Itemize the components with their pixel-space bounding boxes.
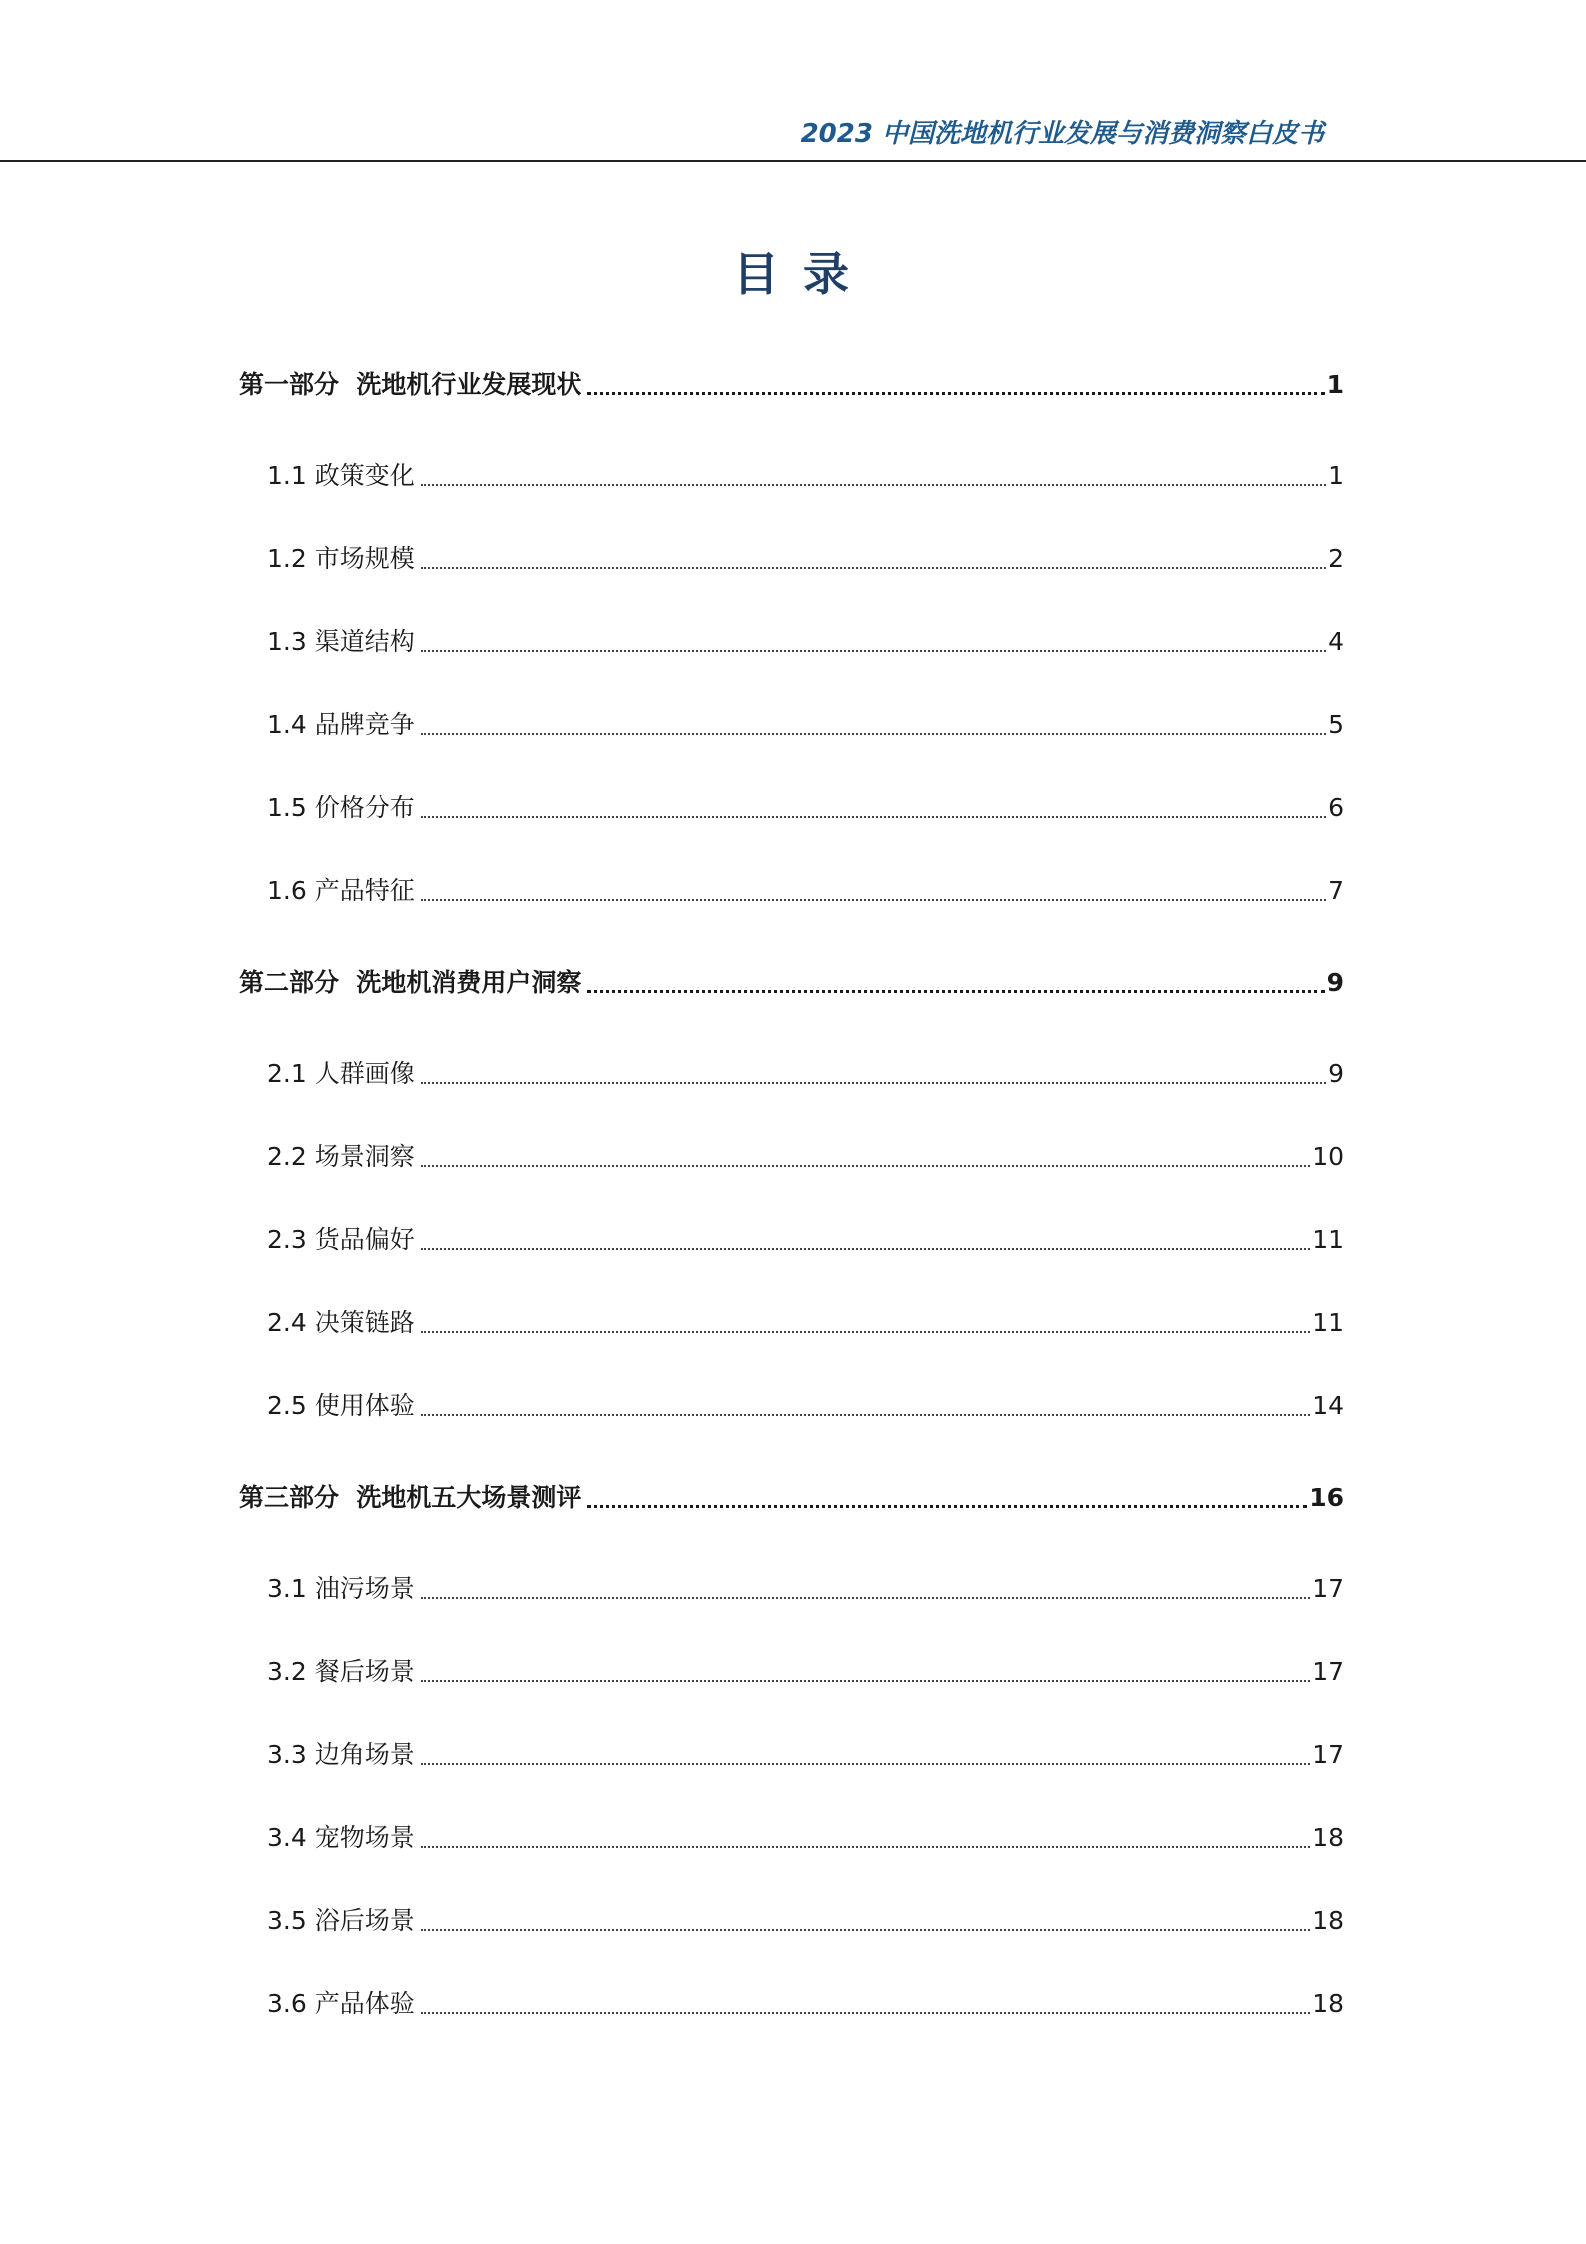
toc-page-number: 17 <box>1312 1740 1344 1769</box>
toc-page-number: 10 <box>1312 1142 1344 1171</box>
toc-section-1-2[interactable] <box>239 517 1344 600</box>
toc-page-number: 9 <box>1326 967 1344 997</box>
toc-page-number: 16 <box>1309 1482 1344 1512</box>
dot-leader <box>421 650 1326 652</box>
toc-entry-label: 3.3 边角场景 <box>267 1740 415 1769</box>
toc-page-number: 7 <box>1328 876 1344 905</box>
toc-entry-label: 3.2 餐后场景 <box>267 1657 415 1686</box>
toc-section-2-5[interactable] <box>239 1364 1344 1447</box>
toc-page-number: 6 <box>1328 793 1344 822</box>
dot-leader <box>421 1248 1310 1250</box>
toc-page-number: 4 <box>1328 627 1344 656</box>
toc-entry-label: 3.1 油污场景 <box>267 1574 415 1603</box>
toc-page-number: 18 <box>1312 1989 1344 2018</box>
toc-section-2-4[interactable] <box>239 1281 1344 1364</box>
toc-entry-label: 1.3 渠道结构 <box>267 627 415 656</box>
toc-section-1-6[interactable] <box>239 849 1344 932</box>
toc-entry-label: 第一部分 洗地机行业发展现状 <box>239 369 582 399</box>
dot-leader <box>421 567 1326 569</box>
dot-leader <box>421 1929 1310 1931</box>
toc-section-1-3[interactable] <box>239 600 1344 683</box>
toc-section-3-3[interactable] <box>239 1713 1344 1796</box>
dot-leader <box>421 484 1326 486</box>
dot-leader <box>421 1597 1310 1599</box>
toc-section-2-1[interactable] <box>239 1032 1344 1115</box>
dot-leader <box>421 1763 1310 1765</box>
toc-page-number: 11 <box>1312 1225 1344 1254</box>
toc-page-number: 11 <box>1312 1308 1344 1337</box>
toc-page-number: 1 <box>1326 369 1344 399</box>
toc-entry-label: 3.4 宠物场景 <box>267 1823 415 1852</box>
toc-page-number: 14 <box>1312 1391 1344 1420</box>
dot-leader <box>587 1505 1307 1508</box>
toc-entry-label: 第二部分 洗地机消费用户洞察 <box>239 967 582 997</box>
toc-entry-label: 2.1 人群画像 <box>267 1059 415 1088</box>
toc-section-1-4[interactable] <box>239 683 1344 766</box>
dot-leader <box>421 1846 1310 1848</box>
dot-leader <box>421 1414 1310 1416</box>
dot-leader <box>587 990 1324 993</box>
header-divider <box>0 160 1586 162</box>
toc-entry-label: 1.5 价格分布 <box>267 793 415 822</box>
toc-part-3[interactable] <box>239 1447 1344 1547</box>
dot-leader <box>421 1082 1326 1084</box>
toc-entry-label: 2.2 场景洞察 <box>267 1142 415 1171</box>
toc-section-2-3[interactable] <box>239 1198 1344 1281</box>
toc-entry-label: 1.6 产品特征 <box>267 876 415 905</box>
toc-page-number: 18 <box>1312 1906 1344 1935</box>
dot-leader <box>421 2012 1310 2014</box>
toc-entry-label: 第三部分 洗地机五大场景测评 <box>239 1482 582 1512</box>
toc-section-1-1[interactable] <box>239 434 1344 517</box>
dot-leader <box>421 733 1326 735</box>
dot-leader <box>421 816 1326 818</box>
toc-entry-label: 1.2 市场规模 <box>267 544 415 573</box>
toc-page-number: 1 <box>1328 461 1344 490</box>
toc-title: 目 录 <box>732 247 853 301</box>
toc-section-3-2[interactable] <box>239 1630 1344 1713</box>
toc-page-number: 5 <box>1328 710 1344 739</box>
toc-part-1[interactable] <box>239 334 1344 434</box>
toc-entry-label: 1.1 政策变化 <box>267 461 415 490</box>
toc-section-3-6[interactable] <box>239 1962 1344 2045</box>
dot-leader <box>421 899 1326 901</box>
toc-section-2-2[interactable] <box>239 1115 1344 1198</box>
toc-section-1-5[interactable] <box>239 766 1344 849</box>
toc-entry-label: 2.5 使用体验 <box>267 1391 415 1420</box>
toc-entry-label: 1.4 品牌竞争 <box>267 710 415 739</box>
toc-page-number: 2 <box>1328 544 1344 573</box>
dot-leader <box>421 1680 1310 1682</box>
dot-leader <box>421 1331 1310 1333</box>
toc-entry-label: 3.6 产品体验 <box>267 1989 415 2018</box>
dot-leader <box>587 392 1324 395</box>
toc-page-number: 9 <box>1328 1059 1344 1088</box>
toc-entry-label: 3.5 浴后场景 <box>267 1906 415 1935</box>
toc-section-3-1[interactable] <box>239 1547 1344 1630</box>
toc-section-3-5[interactable] <box>239 1879 1344 1962</box>
toc-entry-label: 2.3 货品偏好 <box>267 1225 415 1254</box>
toc-entry-label: 2.4 决策链路 <box>267 1308 415 1337</box>
table-of-contents <box>239 334 1344 2045</box>
toc-page-number: 18 <box>1312 1823 1344 1852</box>
toc-page-number: 17 <box>1312 1574 1344 1603</box>
toc-section-3-4[interactable] <box>239 1796 1344 1879</box>
toc-page-number: 17 <box>1312 1657 1344 1686</box>
document-header-title: 2023 中国洗地机行业发展与消费洞察白皮书 <box>800 119 1324 149</box>
toc-part-2[interactable] <box>239 932 1344 1032</box>
dot-leader <box>421 1165 1310 1167</box>
